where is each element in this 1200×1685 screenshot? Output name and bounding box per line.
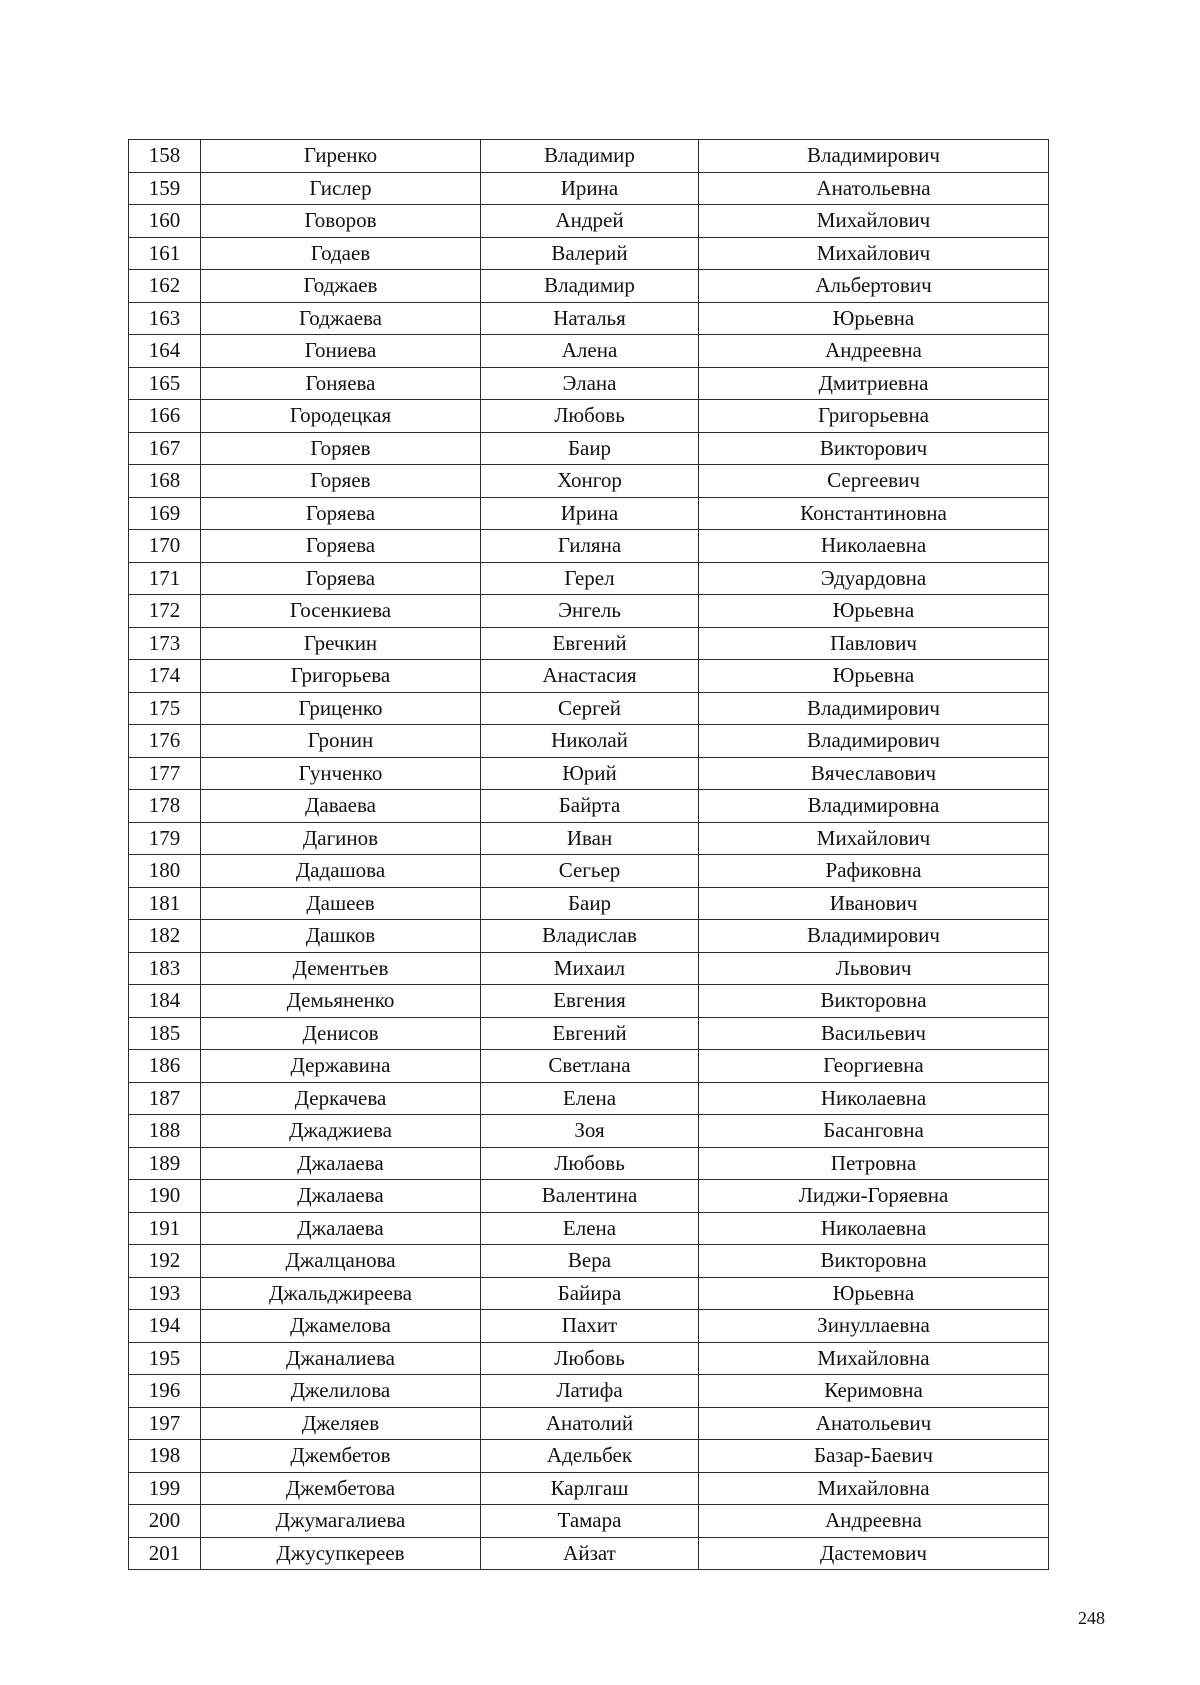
table-row (129, 1407, 1049, 1440)
row-number-cell: 166 (129, 400, 201, 433)
patronymic-cell: Анатольевна (699, 172, 1049, 205)
patronymic-cell: Николаевна (699, 530, 1049, 563)
last-name-cell: Горяев (201, 465, 481, 498)
last-name-cell: Джалаева (201, 1147, 481, 1180)
first-name-cell: Герел (481, 562, 699, 595)
row-number-cell: 200 (129, 1505, 201, 1538)
row-number-cell: 199 (129, 1472, 201, 1505)
last-name-cell: Джальджиреева (201, 1277, 481, 1310)
row-number-cell: 184 (129, 985, 201, 1018)
row-number-cell: 170 (129, 530, 201, 563)
table-row (129, 595, 1049, 628)
patronymic-cell: Георгиевна (699, 1050, 1049, 1083)
first-name-cell: Элана (481, 367, 699, 400)
patronymic-cell: Михайлович (699, 822, 1049, 855)
row-number-cell: 173 (129, 627, 201, 660)
first-name-cell: Ирина (481, 172, 699, 205)
first-name-cell: Сергей (481, 692, 699, 725)
table-row (129, 1017, 1049, 1050)
table-row (129, 1440, 1049, 1473)
row-number-cell: 176 (129, 725, 201, 758)
patronymic-cell: Викторовна (699, 1245, 1049, 1278)
last-name-cell: Джембетова (201, 1472, 481, 1505)
table-row (129, 1537, 1049, 1570)
table-row (129, 1180, 1049, 1213)
row-number-cell: 182 (129, 920, 201, 953)
first-name-cell: Хонгор (481, 465, 699, 498)
last-name-cell: Городецкая (201, 400, 481, 433)
first-name-cell: Пахит (481, 1310, 699, 1343)
row-number-cell: 168 (129, 465, 201, 498)
first-name-cell: Владислав (481, 920, 699, 953)
row-number-cell: 191 (129, 1212, 201, 1245)
patronymic-cell: Викторовна (699, 985, 1049, 1018)
row-number-cell: 172 (129, 595, 201, 628)
table-row (129, 1212, 1049, 1245)
patronymic-cell: Владимирович (699, 920, 1049, 953)
patronymic-cell: Васильевич (699, 1017, 1049, 1050)
patronymic-cell: Михайловна (699, 1472, 1049, 1505)
first-name-cell: Елена (481, 1212, 699, 1245)
row-number-cell: 164 (129, 335, 201, 368)
table-row (129, 1342, 1049, 1375)
first-name-cell: Энгель (481, 595, 699, 628)
first-name-cell: Юрий (481, 757, 699, 790)
row-number-cell: 175 (129, 692, 201, 725)
row-number-cell: 195 (129, 1342, 201, 1375)
last-name-cell: Гунченко (201, 757, 481, 790)
last-name-cell: Говоров (201, 205, 481, 238)
patronymic-cell: Андреевна (699, 1505, 1049, 1538)
table-row (129, 1505, 1049, 1538)
patronymic-cell: Керимовна (699, 1375, 1049, 1408)
first-name-cell: Сегьер (481, 855, 699, 888)
last-name-cell: Джалцанова (201, 1245, 481, 1278)
first-name-cell: Латифа (481, 1375, 699, 1408)
table-row (129, 1082, 1049, 1115)
last-name-cell: Джаналиева (201, 1342, 481, 1375)
patronymic-cell: Григорьевна (699, 400, 1049, 433)
last-name-cell: Гониева (201, 335, 481, 368)
row-number-cell: 174 (129, 660, 201, 693)
patronymic-cell: Эдуардовна (699, 562, 1049, 595)
first-name-cell: Валерий (481, 237, 699, 270)
table-row (129, 952, 1049, 985)
table-row (129, 562, 1049, 595)
table-row (129, 627, 1049, 660)
patronymic-cell: Базар-Баевич (699, 1440, 1049, 1473)
table-row (129, 855, 1049, 888)
patronymic-cell: Павлович (699, 627, 1049, 660)
patronymic-cell: Михайловна (699, 1342, 1049, 1375)
first-name-cell: Николай (481, 725, 699, 758)
table-row (129, 985, 1049, 1018)
patronymic-cell: Юрьевна (699, 302, 1049, 335)
last-name-cell: Даваева (201, 790, 481, 823)
last-name-cell: Джалаева (201, 1180, 481, 1213)
patronymic-cell: Львович (699, 952, 1049, 985)
first-name-cell: Елена (481, 1082, 699, 1115)
last-name-cell: Джусупкереев (201, 1537, 481, 1570)
row-number-cell: 162 (129, 270, 201, 303)
table-row (129, 1375, 1049, 1408)
first-name-cell: Зоя (481, 1115, 699, 1148)
patronymic-cell: Юрьевна (699, 595, 1049, 628)
row-number-cell: 187 (129, 1082, 201, 1115)
table-row (129, 400, 1049, 433)
row-number-cell: 198 (129, 1440, 201, 1473)
table-row (129, 140, 1049, 173)
row-number-cell: 178 (129, 790, 201, 823)
row-number-cell: 186 (129, 1050, 201, 1083)
last-name-cell: Джелилова (201, 1375, 481, 1408)
patronymic-cell: Петровна (699, 1147, 1049, 1180)
last-name-cell: Джумагалиева (201, 1505, 481, 1538)
first-name-cell: Евгения (481, 985, 699, 1018)
row-number-cell: 171 (129, 562, 201, 595)
row-number-cell: 167 (129, 432, 201, 465)
table-row (129, 1050, 1049, 1083)
row-number-cell: 159 (129, 172, 201, 205)
last-name-cell: Гречкин (201, 627, 481, 660)
page-number: 248 (1078, 1608, 1105, 1628)
table-row (129, 920, 1049, 953)
patronymic-cell: Лиджи-Горяевна (699, 1180, 1049, 1213)
row-number-cell: 194 (129, 1310, 201, 1343)
patronymic-cell: Николаевна (699, 1212, 1049, 1245)
table-row (129, 790, 1049, 823)
table-row (129, 692, 1049, 725)
patronymic-cell: Дмитриевна (699, 367, 1049, 400)
last-name-cell: Годаев (201, 237, 481, 270)
patronymic-cell: Андреевна (699, 335, 1049, 368)
row-number-cell: 197 (129, 1407, 201, 1440)
last-name-cell: Гиренко (201, 140, 481, 173)
last-name-cell: Дашков (201, 920, 481, 953)
table-row (129, 530, 1049, 563)
first-name-cell: Валентина (481, 1180, 699, 1213)
first-name-cell: Любовь (481, 1342, 699, 1375)
first-name-cell: Владимир (481, 140, 699, 173)
first-name-cell: Андрей (481, 205, 699, 238)
table-row (129, 432, 1049, 465)
last-name-cell: Госенкиева (201, 595, 481, 628)
last-name-cell: Гоняева (201, 367, 481, 400)
last-name-cell: Горяева (201, 562, 481, 595)
first-name-cell: Айзат (481, 1537, 699, 1570)
row-number-cell: 160 (129, 205, 201, 238)
last-name-cell: Годжаев (201, 270, 481, 303)
last-name-cell: Горяев (201, 432, 481, 465)
row-number-cell: 163 (129, 302, 201, 335)
table-row (129, 1147, 1049, 1180)
patronymic-cell: Зинуллаевна (699, 1310, 1049, 1343)
last-name-cell: Денисов (201, 1017, 481, 1050)
row-number-cell: 177 (129, 757, 201, 790)
table-row (129, 1310, 1049, 1343)
last-name-cell: Годжаева (201, 302, 481, 335)
first-name-cell: Любовь (481, 400, 699, 433)
patronymic-cell: Владимирович (699, 725, 1049, 758)
first-name-cell: Адельбек (481, 1440, 699, 1473)
last-name-cell: Григорьева (201, 660, 481, 693)
patronymic-cell: Владимирович (699, 692, 1049, 725)
first-name-cell: Михаил (481, 952, 699, 985)
row-number-cell: 190 (129, 1180, 201, 1213)
names-table-body (129, 140, 1049, 1570)
last-name-cell: Джамелова (201, 1310, 481, 1343)
row-number-cell: 185 (129, 1017, 201, 1050)
first-name-cell: Евгений (481, 627, 699, 660)
first-name-cell: Любовь (481, 1147, 699, 1180)
first-name-cell: Баир (481, 432, 699, 465)
first-name-cell: Иван (481, 822, 699, 855)
patronymic-cell: Анатольевич (699, 1407, 1049, 1440)
table-row (129, 725, 1049, 758)
table-row (129, 1277, 1049, 1310)
first-name-cell: Ирина (481, 497, 699, 530)
table-row (129, 237, 1049, 270)
last-name-cell: Дагинов (201, 822, 481, 855)
patronymic-cell: Иванович (699, 887, 1049, 920)
last-name-cell: Дементьев (201, 952, 481, 985)
row-number-cell: 189 (129, 1147, 201, 1180)
row-number-cell: 169 (129, 497, 201, 530)
patronymic-cell: Михайлович (699, 237, 1049, 270)
patronymic-cell: Викторович (699, 432, 1049, 465)
table-row (129, 465, 1049, 498)
last-name-cell: Дашеев (201, 887, 481, 920)
names-table (128, 139, 1049, 1570)
first-name-cell: Вера (481, 1245, 699, 1278)
first-name-cell: Байрта (481, 790, 699, 823)
first-name-cell: Тамара (481, 1505, 699, 1538)
table-row (129, 660, 1049, 693)
last-name-cell: Горяева (201, 497, 481, 530)
first-name-cell: Наталья (481, 302, 699, 335)
last-name-cell: Гислер (201, 172, 481, 205)
table-row (129, 497, 1049, 530)
last-name-cell: Джембетов (201, 1440, 481, 1473)
patronymic-cell: Михайлович (699, 205, 1049, 238)
patronymic-cell: Вячеславович (699, 757, 1049, 790)
patronymic-cell: Владимирович (699, 140, 1049, 173)
row-number-cell: 183 (129, 952, 201, 985)
first-name-cell: Карлгаш (481, 1472, 699, 1505)
table-row (129, 1472, 1049, 1505)
first-name-cell: Анатолий (481, 1407, 699, 1440)
table-row (129, 757, 1049, 790)
last-name-cell: Гронин (201, 725, 481, 758)
patronymic-cell: Юрьевна (699, 1277, 1049, 1310)
table-row (129, 367, 1049, 400)
last-name-cell: Державина (201, 1050, 481, 1083)
first-name-cell: Анастасия (481, 660, 699, 693)
last-name-cell: Горяева (201, 530, 481, 563)
patronymic-cell: Владимировна (699, 790, 1049, 823)
patronymic-cell: Рафиковна (699, 855, 1049, 888)
table-row (129, 172, 1049, 205)
first-name-cell: Байира (481, 1277, 699, 1310)
last-name-cell: Джеляев (201, 1407, 481, 1440)
last-name-cell: Джалаева (201, 1212, 481, 1245)
last-name-cell: Гриценко (201, 692, 481, 725)
last-name-cell: Деркачева (201, 1082, 481, 1115)
patronymic-cell: Сергеевич (699, 465, 1049, 498)
table-row (129, 1115, 1049, 1148)
patronymic-cell: Басанговна (699, 1115, 1049, 1148)
row-number-cell: 165 (129, 367, 201, 400)
first-name-cell: Алена (481, 335, 699, 368)
last-name-cell: Демьяненко (201, 985, 481, 1018)
row-number-cell: 192 (129, 1245, 201, 1278)
table-row (129, 335, 1049, 368)
row-number-cell: 193 (129, 1277, 201, 1310)
row-number-cell: 181 (129, 887, 201, 920)
row-number-cell: 179 (129, 822, 201, 855)
table-row (129, 302, 1049, 335)
patronymic-cell: Николаевна (699, 1082, 1049, 1115)
first-name-cell: Евгений (481, 1017, 699, 1050)
first-name-cell: Гиляна (481, 530, 699, 563)
table-row (129, 1245, 1049, 1278)
patronymic-cell: Юрьевна (699, 660, 1049, 693)
table-row (129, 822, 1049, 855)
table-row (129, 887, 1049, 920)
row-number-cell: 161 (129, 237, 201, 270)
first-name-cell: Владимир (481, 270, 699, 303)
row-number-cell: 196 (129, 1375, 201, 1408)
last-name-cell: Джаджиева (201, 1115, 481, 1148)
patronymic-cell: Константиновна (699, 497, 1049, 530)
last-name-cell: Дадашова (201, 855, 481, 888)
first-name-cell: Баир (481, 887, 699, 920)
patronymic-cell: Альбертович (699, 270, 1049, 303)
table-row (129, 205, 1049, 238)
row-number-cell: 201 (129, 1537, 201, 1570)
row-number-cell: 180 (129, 855, 201, 888)
row-number-cell: 158 (129, 140, 201, 173)
patronymic-cell: Дастемович (699, 1537, 1049, 1570)
row-number-cell: 188 (129, 1115, 201, 1148)
table-row (129, 270, 1049, 303)
first-name-cell: Светлана (481, 1050, 699, 1083)
